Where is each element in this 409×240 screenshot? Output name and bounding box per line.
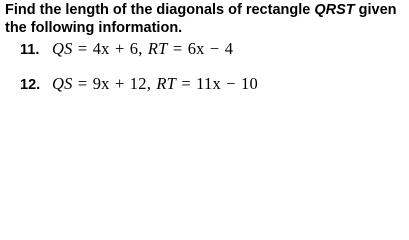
expression-rt: = 6x − 4: [167, 39, 234, 58]
problem-12: [20, 74, 258, 96]
problem-11: [20, 39, 233, 61]
expression-rt: = 11x − 10: [176, 74, 258, 93]
problem-number: 12.: [20, 77, 41, 93]
segment-rt: RT: [147, 39, 168, 58]
expression-qs: = 9x + 12,: [72, 74, 157, 93]
expression-qs: = 4x + 6,: [72, 39, 148, 58]
segment-qs: QS: [52, 74, 73, 93]
instruction-text: [5, 1, 405, 37]
segment-qs: QS: [52, 39, 73, 58]
problem-equation: [52, 74, 258, 94]
problem-equation: [52, 39, 233, 59]
instruction-text-after: given the following information.: [5, 2, 397, 36]
instruction-text-before: Find the length of the diagonals of rectangle: [5, 2, 315, 18]
segment-rt: RT: [156, 74, 176, 93]
rectangle-name: QRST: [314, 2, 355, 18]
problem-number: 11.: [20, 42, 40, 58]
